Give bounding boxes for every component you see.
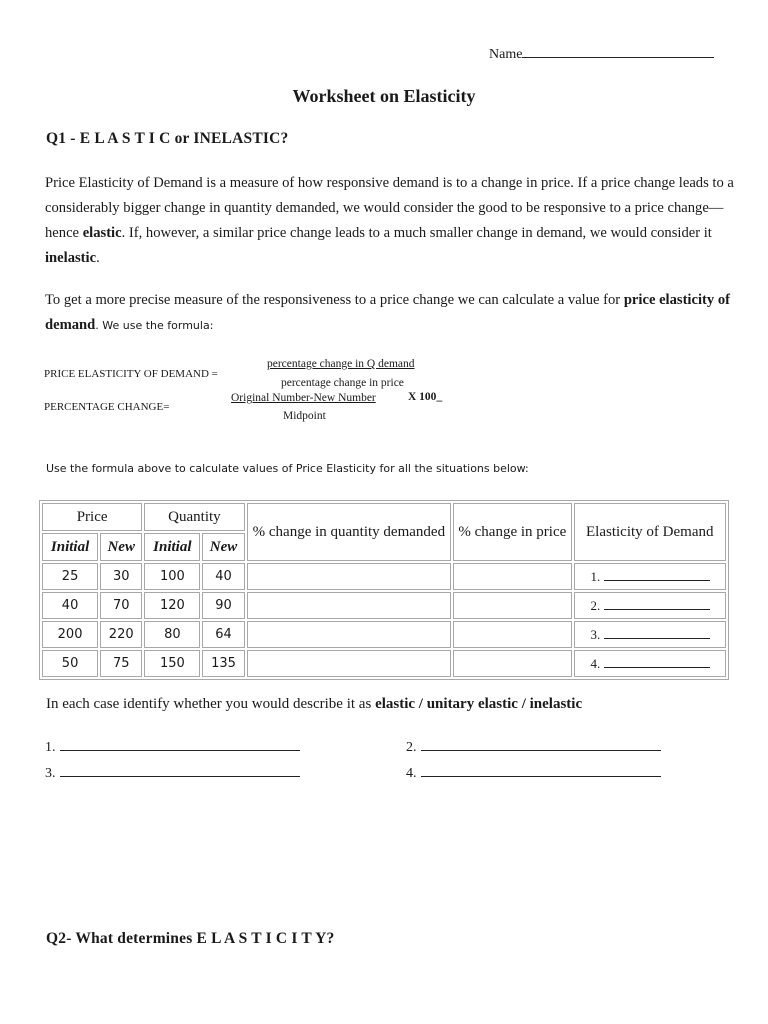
pct-quantity-header: % change in quantity demanded (247, 503, 452, 561)
quantity-initial-cell: 80 (144, 621, 200, 648)
ped-formula-label: PRICE ELASTICITY OF DEMAND = (44, 368, 218, 380)
price-new-header: New (100, 533, 142, 561)
table-row (42, 650, 726, 677)
para1-text-3: . (96, 250, 100, 266)
inelastic-term: inelastic (45, 250, 97, 266)
quantity-initial-cell: 150 (144, 650, 200, 677)
table-instruction: Use the formula above to calculate values of Price Elasticity for all the situations below: (46, 462, 529, 475)
q1-heading: Q1 - E L A S T I C or INELASTIC? (46, 130, 289, 147)
pct-price-cell[interactable] (453, 621, 571, 648)
name-label: Name (489, 47, 523, 62)
elasticity-cell[interactable]: 2. (574, 592, 727, 619)
answer-line-4[interactable]: 4. (406, 766, 661, 782)
pct-quantity-cell[interactable] (247, 563, 452, 590)
pct-price-cell[interactable] (453, 592, 571, 619)
quantity-header: Quantity (144, 503, 244, 531)
quantity-new-cell: 40 (202, 563, 244, 590)
pct-price-header: % change in price (453, 503, 571, 561)
price-initial-cell: 200 (42, 621, 98, 648)
identify-instruction: In each case identify whether you would describe it as elastic / unitary elastic / inelastic (46, 696, 583, 712)
quantity-new-header: New (202, 533, 244, 561)
quantity-initial-header: Initial (144, 533, 200, 561)
elastic-term: elastic (82, 225, 122, 241)
pc-multiplier: X 100_ (408, 391, 443, 403)
ped-numerator: percentage change in Q demand (267, 358, 415, 370)
price-new-cell: 75 (100, 650, 142, 677)
price-initial-cell: 50 (42, 650, 98, 677)
name-field[interactable] (489, 45, 714, 63)
para1-text-1: Price Elasticity of Demand is a measure of how responsive demand is to a change in price. If a price change leads to a considerably bigger change in quantity demanded, we would consider the good to be responsive to a price change—hence (45, 175, 734, 241)
table-row (42, 621, 726, 648)
pct-quantity-cell[interactable] (247, 592, 452, 619)
quantity-initial-cell: 120 (144, 592, 200, 619)
answer-line-1[interactable]: 1. (45, 740, 300, 756)
pct-price-cell[interactable] (453, 650, 571, 677)
quantity-new-cell: 90 (202, 592, 244, 619)
formula-intro-paragraph (45, 288, 735, 338)
price-initial-cell: 25 (42, 563, 98, 590)
pc-numerator: Original Number-New Number (231, 392, 376, 404)
price-new-cell: 70 (100, 592, 142, 619)
page-title: Worksheet on Elasticity (292, 86, 476, 106)
elasticity-cell[interactable]: 3. (574, 621, 727, 648)
price-new-cell: 30 (100, 563, 142, 590)
price-new-cell: 220 (100, 621, 142, 648)
elasticity-header: Elasticity of Demand (574, 503, 727, 561)
price-initial-cell: 40 (42, 592, 98, 619)
quantity-initial-cell: 100 (144, 563, 200, 590)
q2-heading: Q2- What determines E L A S T I C I T Y? (46, 930, 335, 947)
para2-text-2: . We use the formula: (95, 319, 214, 332)
intro-paragraph (45, 171, 735, 271)
pct-price-cell[interactable] (453, 563, 571, 590)
ped-term: price elasticity of demand (45, 292, 730, 333)
answer-line-2[interactable]: 2. (406, 740, 661, 756)
pc-formula-label: PERCENTAGE CHANGE= (44, 401, 170, 413)
price-initial-header: Initial (42, 533, 98, 561)
quantity-new-cell: 64 (202, 621, 244, 648)
elasticity-cell[interactable]: 4. (574, 650, 727, 677)
name-blank[interactable] (522, 45, 714, 58)
para1-text-2: . If, however, a similar price change leads to a much smaller change in demand, we would consider it (121, 225, 712, 241)
table-row (42, 592, 726, 619)
pc-denominator: Midpoint (283, 410, 326, 422)
table-row (42, 563, 726, 590)
ped-denominator: percentage change in price (281, 377, 404, 389)
answer-line-3[interactable]: 3. (45, 766, 300, 782)
elasticity-cell[interactable]: 1. (574, 563, 727, 590)
para2-text-1: To get a more precise measure of the responsiveness to a price change we can calculate a value for (45, 292, 624, 308)
elasticity-table (39, 500, 729, 680)
category-options: elastic / unitary elastic / inelastic (375, 696, 583, 712)
pct-quantity-cell[interactable] (247, 621, 452, 648)
quantity-new-cell: 135 (202, 650, 244, 677)
pct-quantity-cell[interactable] (247, 650, 452, 677)
price-header: Price (42, 503, 142, 531)
